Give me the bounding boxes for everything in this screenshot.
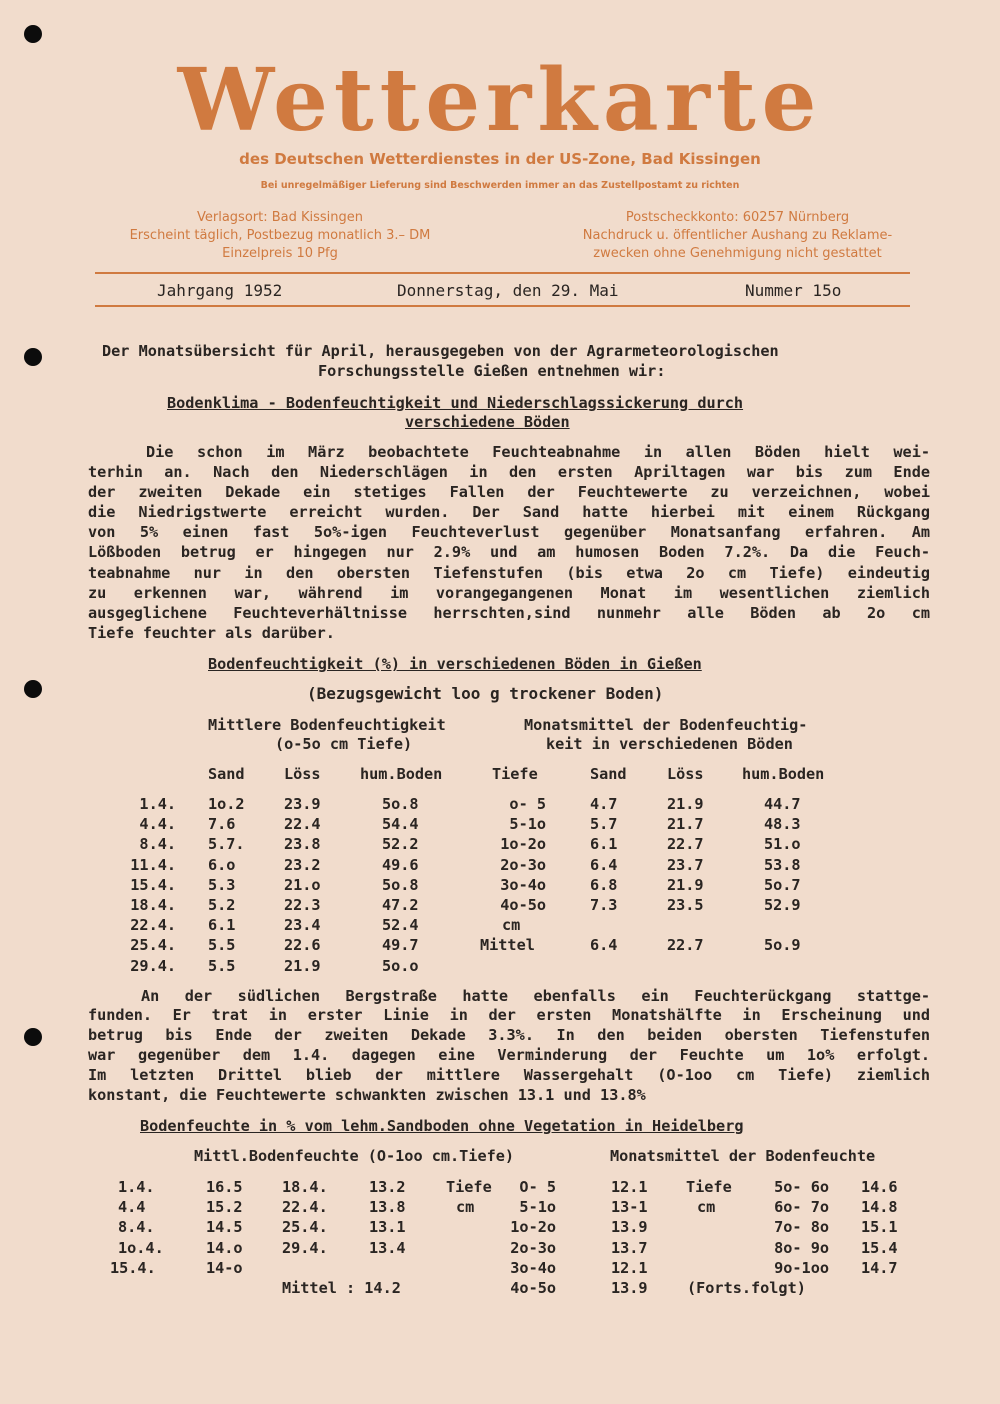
paragraph-line: terhin an. Nach den Niederschlägen in den ersten Apriltagen war bis zum Ende bbox=[88, 463, 930, 481]
punch-hole bbox=[24, 1028, 42, 1046]
table-cell: 49.6 bbox=[382, 855, 419, 874]
table-cell: 23.7 bbox=[667, 855, 704, 874]
row-date: 29.4. bbox=[130, 956, 176, 975]
depth-unit: cm bbox=[697, 1198, 716, 1216]
table-cell: 23.9 bbox=[284, 795, 321, 813]
column-header: hum.Boden bbox=[742, 765, 825, 783]
row-date: 25.4. bbox=[130, 936, 176, 955]
paragraph-line: Tiefe feuchter als darüber. bbox=[88, 624, 335, 642]
table-cell: 15.2 bbox=[206, 1198, 243, 1217]
table-cell: 5o.8 bbox=[382, 875, 419, 894]
table-cell: 12.1 bbox=[611, 1258, 648, 1277]
table-cell: 6.1 bbox=[208, 916, 236, 935]
table1-left-heading: (o-5o cm Tiefe) bbox=[275, 735, 413, 753]
table-cell: 13.1 bbox=[369, 1218, 406, 1237]
paragraph-line: ausgeglichene Feuchteverhältnisse herrschten,sind nunmehr alle Böden ab 2o cm bbox=[88, 604, 930, 622]
masthead-subtitle: des Deutschen Wetterdienstes in der US-Zone, Bad Kissingen bbox=[239, 150, 761, 168]
depth-cell: 5o- 6o bbox=[774, 1178, 829, 1196]
table-cell: 6.1 bbox=[590, 835, 618, 854]
table-cell: 5o.8 bbox=[382, 795, 419, 813]
copyright-line: Postscheckkonto: 60257 Nürnberg bbox=[625, 210, 850, 225]
depth-cell: 1o-2o bbox=[500, 835, 546, 854]
table-cell: 16.5 bbox=[206, 1178, 243, 1196]
paragraph-line: Lößboden betrug er hingegen nur 2.9% und am humosen Boden 7.2%. Da die Feuch- bbox=[88, 543, 930, 561]
row-date: 4.4. bbox=[139, 815, 176, 834]
row-date: 25.4. bbox=[282, 1218, 328, 1237]
table1-right-heading: Monatsmittel der Bodenfeuchtig- bbox=[524, 716, 808, 734]
table-cell: 7.6 bbox=[208, 815, 236, 834]
row-date: 18.4. bbox=[282, 1178, 328, 1196]
table-cell: 5.7. bbox=[208, 835, 245, 854]
row-date: 29.4. bbox=[282, 1238, 328, 1257]
table-cell: 5o.9 bbox=[764, 936, 801, 955]
paragraph-line: teabnahme nur in den obersten Tiefenstufen (bis etwa 2o cm Tiefe) eindeutig bbox=[88, 564, 930, 582]
section-title: verschiedene Böden bbox=[405, 413, 570, 431]
row-date: 1o.4. bbox=[118, 1238, 164, 1257]
depth-cell: 3o-4o bbox=[510, 1258, 556, 1277]
paragraph-line: konstant, die Feuchtewerte schwankten zwischen 13.1 und 13.8% bbox=[88, 1086, 646, 1104]
table-cell: 22.3 bbox=[284, 896, 321, 914]
table-cell: 14.8 bbox=[861, 1198, 898, 1217]
depth-cell: 1o-2o bbox=[510, 1218, 556, 1237]
table1-left-heading: Mittlere Bodenfeuchtigkeit bbox=[208, 716, 446, 734]
depth-unit: cm bbox=[456, 1198, 475, 1216]
row-date: 1.4. bbox=[139, 795, 176, 813]
table-cell: 21.7 bbox=[667, 815, 704, 834]
column-header: Tiefe bbox=[492, 765, 538, 783]
row-date: 18.4. bbox=[130, 896, 176, 914]
table-cell: 22.7 bbox=[667, 936, 704, 955]
table-cell: 44.7 bbox=[764, 795, 801, 813]
table-cell: 23.2 bbox=[284, 855, 321, 874]
table-cell: 14.6 bbox=[861, 1178, 898, 1196]
depth-cell: Mittel bbox=[480, 936, 535, 955]
table-cell: 13.9 bbox=[611, 1218, 648, 1237]
punch-hole bbox=[24, 348, 42, 366]
table-cell: 13.2 bbox=[369, 1178, 406, 1196]
table-cell: 13-1 bbox=[611, 1198, 648, 1217]
depth-cell: 5-1o bbox=[509, 815, 546, 834]
depth-label: Tiefe bbox=[686, 1178, 732, 1196]
table2-title: Bodenfeuchte in % vom lehm.Sandboden ohne Vegetation in Heidelberg bbox=[140, 1117, 744, 1135]
table-cell: 21.9 bbox=[667, 875, 704, 894]
depth-cell: 6o- 7o bbox=[774, 1198, 829, 1217]
table-cell: 14.o bbox=[206, 1238, 243, 1257]
copyright-info bbox=[560, 209, 915, 263]
table-cell: 48.3 bbox=[764, 815, 801, 834]
depth-cell: 5-1o bbox=[519, 1198, 556, 1217]
paragraph-line: funden. Er trat in erster Linie in der ersten Monatshälfte in Erscheinung und bbox=[88, 1006, 930, 1024]
table-cell: 21.9 bbox=[667, 795, 704, 813]
row-date: 11.4. bbox=[130, 855, 176, 874]
table-cell: 14-o bbox=[206, 1258, 243, 1277]
row-date: 4.4 bbox=[118, 1198, 146, 1217]
table-cell: 53.8 bbox=[764, 855, 801, 874]
table-cell: 54.4 bbox=[382, 815, 419, 834]
paragraph-line: An der südlichen Bergstraße hatte ebenfalls ein Feuchterückgang stattge- bbox=[141, 987, 930, 1005]
row-date: 22.4. bbox=[282, 1198, 328, 1217]
column-header: Sand bbox=[208, 765, 245, 783]
publisher-line: Verlagsort: Bad Kissingen bbox=[196, 210, 364, 225]
table-cell: 23.5 bbox=[667, 896, 704, 914]
table-cell: 1o.2 bbox=[208, 795, 245, 813]
publisher-info bbox=[95, 209, 465, 263]
row-date: 22.4. bbox=[130, 916, 176, 935]
table-cell: 12.1 bbox=[611, 1178, 648, 1196]
table-cell: 14.5 bbox=[206, 1218, 243, 1237]
table-cell: 5.2 bbox=[208, 896, 236, 914]
column-header: Sand bbox=[590, 765, 627, 783]
depth-cell: 4o-5o bbox=[510, 1279, 556, 1297]
paragraph-line: betrug bis Ende der zweiten Dekade 3.3%. In den beiden obersten Tiefenstufen bbox=[88, 1026, 930, 1044]
section-title: Bodenklima - Bodenfeuchtigkeit und Niederschlagssickerung durch bbox=[167, 394, 744, 412]
table1-right-heading: keit in verschiedenen Böden bbox=[546, 735, 793, 753]
table1-title: Bodenfeuchtigkeit (%) in verschiedenen Böden in Gießen bbox=[208, 655, 702, 673]
table-cell: 22.4 bbox=[284, 815, 321, 834]
paragraph-line: Im letzten Drittel blieb der mittlere Wassergehalt (O-1oo cm Tiefe) ziemlich bbox=[88, 1066, 930, 1084]
depth-label: Tiefe bbox=[446, 1178, 492, 1196]
depth-cell: 9o-1oo bbox=[774, 1258, 829, 1277]
paragraph-line: Die schon im März beobachtete Feuchteabnahme in allen Böden hielt wei- bbox=[146, 443, 930, 461]
column-header: Löss bbox=[284, 765, 321, 783]
table-cell: 51.o bbox=[764, 835, 801, 854]
divider-line bbox=[95, 272, 910, 274]
table-cell: 13.9 bbox=[611, 1279, 648, 1297]
row-date: 15.4. bbox=[110, 1258, 156, 1277]
table-cell: 23.4 bbox=[284, 916, 321, 935]
paragraph-line: die Niedrigstwerte erreicht wurden. Der Sand hatte hierbei mit einem Rückgang bbox=[88, 503, 930, 521]
paragraph-line: der zweiten Dekade ein stetiges Fallen der Feuchtewerte zu verzeichnen, wobei bbox=[88, 483, 930, 501]
table-cell: 49.7 bbox=[382, 936, 419, 955]
mean-value: Mittel : 14.2 bbox=[282, 1279, 401, 1297]
table-cell: 47.2 bbox=[382, 896, 419, 914]
masthead-title: Wetterkarte bbox=[177, 50, 823, 151]
table-cell: 23.8 bbox=[284, 835, 321, 854]
table-cell: 15.4 bbox=[861, 1238, 898, 1257]
table-cell: 22.6 bbox=[284, 936, 321, 955]
punch-hole bbox=[24, 680, 42, 698]
table-cell: 52.4 bbox=[382, 916, 419, 935]
paragraph-line: zu erkennen war, während im vorangegangenen Monat im wesentlichen ziemlich bbox=[88, 584, 930, 602]
delivery-notice: Bei unregelmäßiger Lieferung sind Beschwerden immer an das Zustellpostamt zu richten bbox=[260, 180, 740, 191]
punch-hole bbox=[24, 25, 42, 43]
publisher-line: Einzelpreis 10 Pfg bbox=[222, 246, 338, 261]
depth-cell: 7o- 8o bbox=[774, 1218, 829, 1237]
depth-cell: 8o- 9o bbox=[774, 1238, 829, 1257]
table-cell: 5o.7 bbox=[764, 875, 801, 894]
intro-line: Forschungsstelle Gießen entnehmen wir: bbox=[318, 362, 666, 380]
depth-cell: 4o-5o bbox=[500, 896, 546, 914]
table-cell: 15.1 bbox=[861, 1218, 898, 1237]
table2-left-heading: Mittl.Bodenfeuchte (O-1oo cm.Tiefe) bbox=[194, 1147, 515, 1165]
issue-date: Donnerstag, den 29. Mai bbox=[397, 281, 619, 300]
table-cell: 5o.o bbox=[382, 956, 419, 975]
continuation-note: (Forts.folgt) bbox=[687, 1279, 806, 1297]
table2-right-heading: Monatsmittel der Bodenfeuchte bbox=[610, 1147, 876, 1165]
paragraph-line: war gegenüber dem 1.4. dagegen eine Verminderung der Feuchte um 1o% erfolgt. bbox=[88, 1046, 930, 1064]
table-cell: 21.o bbox=[284, 875, 321, 894]
publisher-line: Erscheint täglich, Postbezug monatlich 3.– DM bbox=[129, 228, 431, 243]
depth-cell: 3o-4o bbox=[500, 875, 546, 894]
table-cell: 6.o bbox=[208, 855, 236, 874]
copyright-line: zwecken ohne Genehmigung nicht gestattet bbox=[593, 246, 882, 261]
issue-number: Nummer 15o bbox=[745, 281, 842, 300]
column-header: hum.Boden bbox=[360, 765, 443, 783]
table-cell: 22.7 bbox=[667, 835, 704, 854]
intro-line: Der Monatsübersicht für April, herausgegeben von der Agrarmeteorologischen bbox=[102, 342, 779, 360]
table-cell: 4.7 bbox=[590, 795, 618, 813]
table-cell: 21.9 bbox=[284, 956, 321, 975]
depth-cell: O- 5 bbox=[519, 1178, 556, 1196]
divider-line bbox=[95, 305, 910, 307]
table-cell: 13.7 bbox=[611, 1238, 648, 1257]
depth-cell: 2o-3o bbox=[500, 855, 546, 874]
depth-cell: cm bbox=[502, 916, 521, 935]
row-date: 8.4. bbox=[118, 1218, 155, 1237]
depth-cell: 2o-3o bbox=[510, 1238, 556, 1257]
column-header: Löss bbox=[667, 765, 704, 783]
table-cell: 5.5 bbox=[208, 936, 236, 955]
table-cell: 6.8 bbox=[590, 875, 618, 894]
paragraph-line: von 5% einen fast 5o%-igen Feuchteverlust gegenüber Monatsanfang erfahren. Am bbox=[88, 523, 930, 541]
table-cell: 6.4 bbox=[590, 936, 618, 955]
table-cell: 13.4 bbox=[369, 1238, 406, 1257]
table-cell: 7.3 bbox=[590, 896, 618, 914]
copyright-line: Nachdruck u. öffentlicher Aushang zu Reklame- bbox=[582, 228, 893, 243]
table-cell: 5.7 bbox=[590, 815, 618, 834]
table-cell: 52.2 bbox=[382, 835, 419, 854]
volume-year: Jahrgang 1952 bbox=[157, 281, 283, 300]
table-cell: 52.9 bbox=[764, 896, 801, 914]
row-date: 8.4. bbox=[139, 835, 176, 854]
table-cell: 13.8 bbox=[369, 1198, 406, 1217]
table1-subtitle: (Bezugsgewicht loo g trockener Boden) bbox=[307, 684, 664, 703]
table-cell: 14.7 bbox=[861, 1258, 898, 1277]
row-date: 15.4. bbox=[130, 875, 176, 894]
table-cell: 5.5 bbox=[208, 956, 236, 975]
row-date: 1.4. bbox=[118, 1178, 155, 1196]
depth-cell: o- 5 bbox=[509, 795, 546, 813]
table-cell: 5.3 bbox=[208, 875, 236, 894]
table-cell: 6.4 bbox=[590, 855, 618, 874]
